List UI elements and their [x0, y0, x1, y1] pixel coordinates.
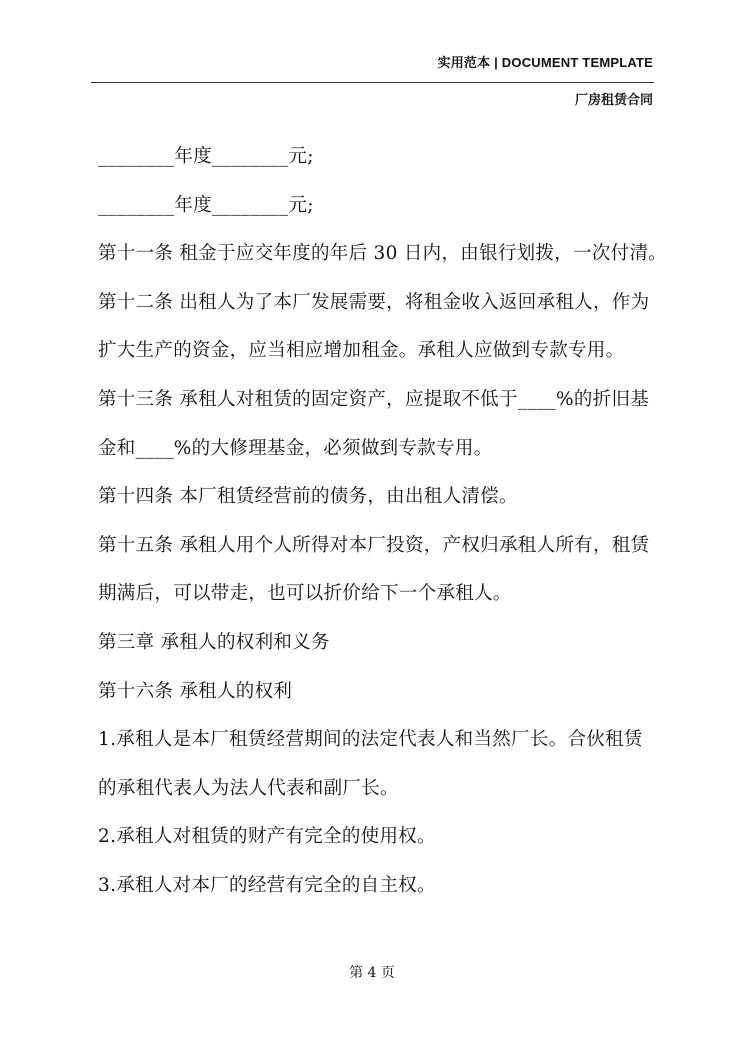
chapter-heading: 第三章 承租人的权利和义务 [98, 631, 330, 653]
body-line: 第十二条 出租人为了本厂发展需要，将租金收入返回承租人，作为 [98, 291, 650, 313]
header-title: 实用范本 | DOCUMENT TEMPLATE [437, 55, 653, 70]
body-line: 第十三条 承租人对租赁的固定资产，应提取不低于____%的折旧基 [98, 388, 650, 410]
body-line: 第十五条 承租人用个人所得对本厂投资，产权归承租人所有，租赁 [98, 534, 650, 556]
document-body [98, 139, 668, 917]
body-line: 第十一条 租金于应交年度的年后 30 日内，由银行划拨，一次付清。 [98, 243, 668, 265]
body-line: ________年度________元; [98, 194, 314, 216]
body-line: 的承租代表人为法人代表和副厂长。 [98, 777, 399, 799]
page-number: 第 4 页 [349, 965, 395, 981]
body-line: 扩大生产的资金，应当相应增加租金。承租人应做到专款专用。 [98, 340, 625, 362]
body-line: 3.承租人对本厂的经营有完全的自主权。 [98, 874, 436, 896]
body-line: 期满后，可以带走，也可以折价给下一个承租人。 [98, 583, 512, 605]
header-subtitle: 厂房租赁合同 [574, 92, 653, 107]
body-line: 第十四条 本厂租赁经营前的债务，由出租人清偿。 [98, 486, 518, 508]
body-line: 2.承租人对租赁的财产有完全的使用权。 [98, 826, 436, 848]
body-line: 金和____%的大修理基金，必须做到专款专用。 [98, 437, 493, 459]
body-line: 1.承租人是本厂租赁经营期间的法定代表人和当然厂长。合伙租赁 [98, 729, 643, 751]
header-divider [91, 82, 654, 83]
body-line: ________年度________元; [98, 146, 314, 167]
article-heading: 第十六条 承租人的权利 [98, 680, 293, 702]
